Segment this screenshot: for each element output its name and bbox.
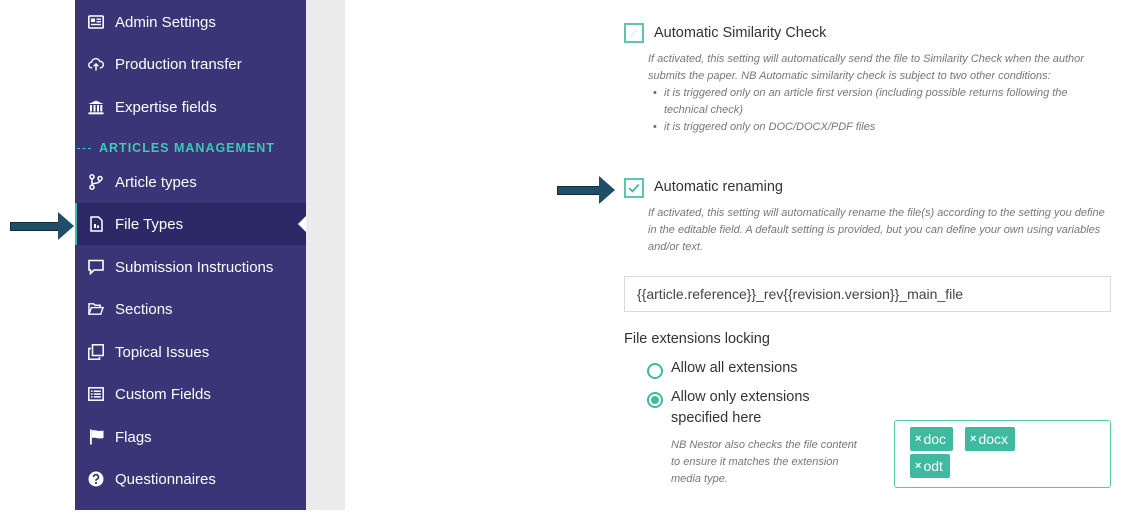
file-icon	[88, 216, 104, 232]
extension-tag-docx[interactable]	[965, 427, 1015, 451]
similarity-check-checkbox[interactable]	[624, 23, 644, 43]
section-dash	[77, 148, 91, 149]
sidebar-item-questionnaires[interactable]	[75, 458, 306, 500]
sidebar-item-label: Topical Issues	[115, 343, 210, 361]
extension-tag-label: doc	[923, 431, 947, 447]
auto-renaming-label[interactable]: Automatic renaming	[654, 179, 783, 195]
sidebar-item-topical-issues[interactable]	[75, 331, 306, 373]
sidebar-item-expertise-fields[interactable]	[75, 86, 306, 128]
allow-only-extensions-label[interactable]	[671, 387, 810, 429]
extensions-tag-input[interactable]	[894, 420, 1111, 488]
extensions-locking-label: File extensions locking	[624, 331, 770, 347]
comment-icon	[88, 259, 104, 275]
list-icon	[88, 386, 104, 402]
sidebar-item-submission-instructions[interactable]	[75, 246, 306, 288]
sidebar-item-label: Expertise fields	[115, 98, 217, 116]
sidebar-item-label: Questionnaires	[115, 470, 216, 488]
annotation-arrow-left	[10, 212, 74, 240]
list-item: • it is triggered only on DOC/DOCX/PDF files	[648, 119, 1110, 136]
extension-tag-label: docx	[978, 431, 1009, 447]
question-circle-icon	[88, 471, 104, 487]
allow-only-extensions-radio[interactable]	[647, 392, 663, 408]
allow-all-extensions-label[interactable]: Allow all extensions	[671, 360, 798, 376]
sidebar-item-label: Custom Fields	[115, 385, 211, 403]
sidebar-item-label: Article types	[115, 173, 197, 191]
auto-renaming-checkbox[interactable]	[624, 178, 644, 198]
remove-tag-icon[interactable]: ×	[915, 460, 922, 472]
sidebar-item-sections[interactable]	[75, 288, 306, 330]
remove-tag-icon[interactable]: ×	[970, 433, 977, 445]
sidebar-item-admin-settings[interactable]	[75, 1, 306, 43]
newspaper-icon	[88, 14, 104, 30]
copy-icon	[88, 344, 104, 360]
remove-tag-icon[interactable]: ×	[915, 433, 922, 445]
branch-icon	[88, 174, 104, 190]
sidebar-item-label: Sections	[115, 300, 173, 318]
list-item: • it is triggered only on an article first version (including possible returns following the technical check)	[648, 85, 1110, 119]
sidebar	[75, 0, 306, 510]
section-label-text: ARTICLES MANAGEMENT	[99, 141, 275, 155]
checkmark-icon	[628, 183, 640, 193]
similarity-check-help	[648, 51, 1110, 136]
sidebar-item-label: Submission Instructions	[115, 258, 274, 276]
sidebar-item-file-types[interactable]	[75, 203, 306, 245]
sidebar-item-label: Production transfer	[115, 55, 242, 73]
cloud-upload-icon	[88, 56, 104, 72]
folder-open-icon	[88, 301, 104, 317]
sidebar-item-custom-fields[interactable]	[75, 373, 306, 415]
extensions-note: NB Nestor also checks the file content to ensure it matches the extension media type.	[671, 439, 857, 485]
sidebar-item-label: Flags	[115, 428, 152, 446]
sidebar-section-articles-management	[75, 138, 275, 158]
allow-only-line-1: Allow only extensions	[671, 389, 810, 405]
allow-all-extensions-radio[interactable]	[647, 363, 663, 379]
allow-only-line-2: specified here	[671, 410, 762, 426]
sidebar-item-production-transfer[interactable]	[75, 43, 306, 85]
similarity-check-label[interactable]: Automatic Similarity Check	[654, 25, 827, 41]
flag-icon	[88, 429, 104, 445]
sidebar-item-label: File Types	[115, 215, 184, 233]
extension-tag-label: odt	[923, 458, 943, 474]
bank-icon	[88, 99, 104, 115]
sidebar-item-label: Admin Settings	[115, 13, 216, 31]
content-gutter	[306, 0, 345, 510]
annotation-arrow-right	[557, 176, 615, 204]
similarity-conditions	[648, 85, 1110, 136]
extension-tag-doc[interactable]	[910, 427, 953, 451]
auto-renaming-help: If activated, this setting will automatically rename the file(s) according to the setting you define in the editable field. A default setting is provided, but you can define your own using variables and/or text.	[648, 207, 1105, 253]
renaming-pattern-input[interactable]	[624, 276, 1111, 312]
extension-tag-odt[interactable]	[910, 454, 950, 478]
sidebar-item-article-types[interactable]	[75, 161, 306, 203]
sidebar-item-flags[interactable]	[75, 416, 306, 458]
checkbox-faint-mark-icon	[628, 28, 640, 38]
similarity-help-text: If activated, this setting will automatically send the file to Similarity Check when the author submits the paper. NB Automatic similarity check is subject to two other conditions:	[648, 53, 1084, 82]
